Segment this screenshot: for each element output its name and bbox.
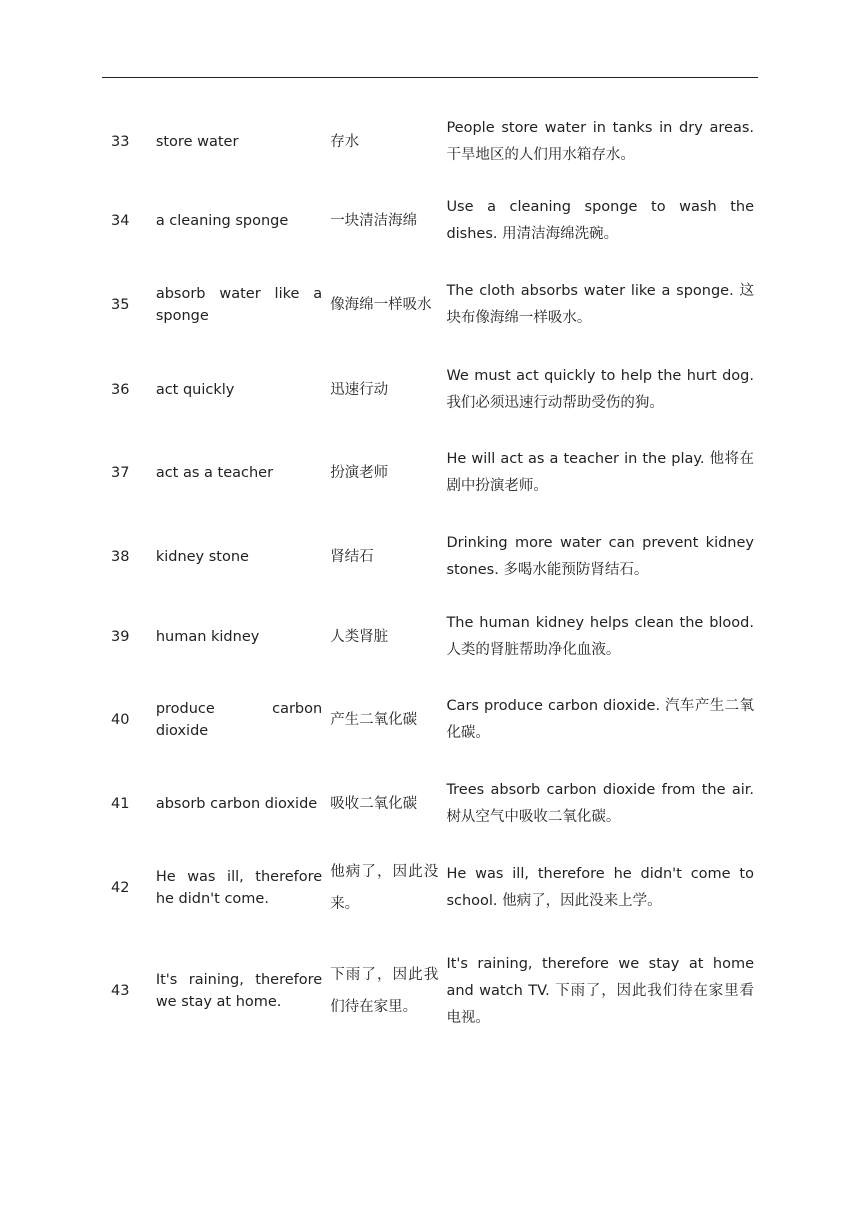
- example-sentence: We must act quickly to help the hurt dog. 我们必须迅速行动帮助受伤的狗。: [446, 368, 754, 411]
- example-sentence: The human kidney helps clean the blood. 人类的肾脏帮助净化血液。: [446, 615, 754, 658]
- example-sentence: He will act as a teacher in the play. 他将在剧中扮演老师。: [446, 451, 754, 494]
- chinese-meaning: 像海绵一样吸水: [330, 297, 432, 313]
- row-number: 38: [111, 549, 130, 565]
- example-sentence: Trees absorb carbon dioxide from the air. 树从空气中吸收二氧化碳。: [446, 782, 754, 825]
- english-phrase: act as a teacher: [155, 465, 274, 481]
- chinese-meaning: 下雨了，因此我们待在家里。: [330, 967, 439, 1015]
- row-number: 41: [111, 796, 130, 812]
- row-number: 39: [111, 629, 130, 645]
- chinese-meaning: 肾结石: [330, 549, 374, 565]
- header-rule: [102, 77, 758, 78]
- chinese-meaning: 人类肾脏: [330, 629, 389, 645]
- table-row: [102, 598, 758, 676]
- row-number: 42: [111, 880, 130, 896]
- row-number: 34: [111, 213, 130, 229]
- english-phrase: human kidney: [155, 629, 260, 645]
- english-phrase: absorb carbon dioxide: [155, 796, 318, 812]
- english-phrase: act quickly: [155, 382, 235, 398]
- english-phrase: absorb water like a sponge: [155, 286, 323, 324]
- table-row: [102, 676, 758, 764]
- table-row: [102, 102, 758, 182]
- chinese-meaning: 扮演老师: [330, 465, 389, 481]
- row-number: 40: [111, 712, 130, 728]
- chinese-meaning: 一块清洁海绵: [330, 213, 418, 229]
- row-number: 37: [111, 465, 130, 481]
- table-row: [102, 516, 758, 598]
- table-row: [102, 932, 758, 1050]
- english-phrase: He was ill, therefore he didn't come.: [155, 869, 323, 907]
- chinese-meaning: 他病了，因此没来。: [330, 864, 439, 912]
- row-number: 36: [111, 382, 130, 398]
- row-number: 43: [111, 983, 130, 999]
- example-sentence: Cars produce carbon dioxide. 汽车产生二氧化碳。: [446, 698, 754, 741]
- english-phrase: produce carbon dioxide: [155, 701, 323, 739]
- example-sentence: The cloth absorbs water like a sponge. 这块布像海绵一样吸水。: [446, 283, 754, 326]
- table-row: [102, 260, 758, 350]
- example-sentence: People store water in tanks in dry areas. 干旱地区的人们用水箱存水。: [446, 120, 754, 163]
- english-phrase: kidney stone: [155, 549, 249, 565]
- vocabulary-table: [102, 102, 758, 1050]
- english-phrase: a cleaning sponge: [155, 213, 289, 229]
- example-sentence: Use a cleaning sponge to wash the dishes. 用清洁海绵洗碗。: [446, 199, 754, 242]
- row-number: 33: [111, 134, 130, 150]
- example-sentence: It's raining, therefore we stay at home and watch TV. 下雨了，因此我们待在家里看电视。: [446, 955, 754, 1026]
- table-row: [102, 430, 758, 516]
- example-sentence: He was ill, therefore he didn't come to school. 他病了，因此没来上学。: [446, 866, 754, 909]
- row-number: 35: [111, 297, 130, 313]
- example-sentence: Drinking more water can prevent kidney stones. 多喝水能预防肾结石。: [446, 535, 754, 578]
- table-row: [102, 350, 758, 430]
- english-phrase: It's raining, therefore we stay at home.: [155, 972, 323, 1010]
- table-row: [102, 182, 758, 260]
- chinese-meaning: 迅速行动: [330, 382, 389, 398]
- english-phrase: store water: [155, 134, 239, 150]
- chinese-meaning: 存水: [330, 134, 360, 150]
- chinese-meaning: 产生二氧化碳: [330, 712, 418, 728]
- table-row: [102, 844, 758, 932]
- table-row: [102, 764, 758, 844]
- chinese-meaning: 吸收二氧化碳: [330, 796, 418, 812]
